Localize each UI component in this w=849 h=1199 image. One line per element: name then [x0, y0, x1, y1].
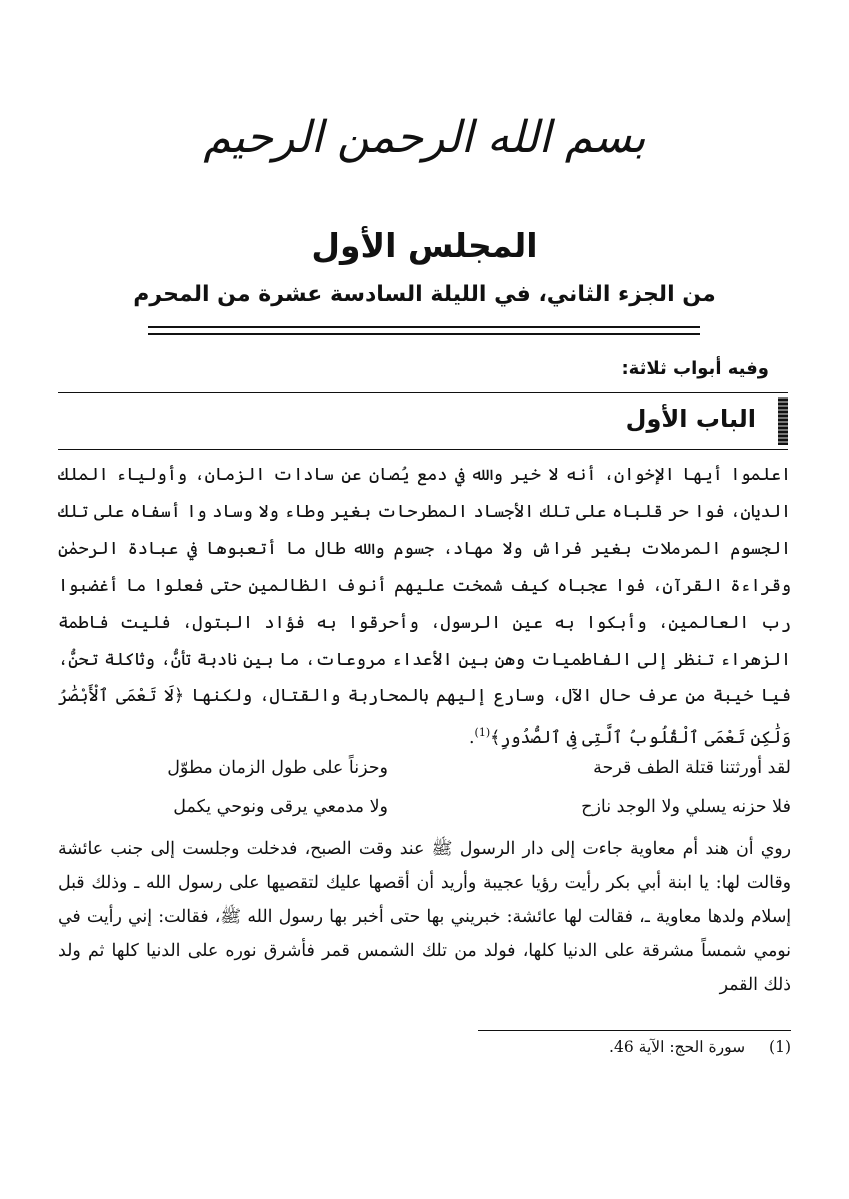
paragraph-1: [58, 457, 791, 757]
verse-2-second-hemistich: ولا مدمعي يرقى ونوحي يكمل: [173, 797, 388, 817]
page-subtitle: من الجزء الثاني، في الليلة السادسة عشرة من المحرم: [133, 282, 716, 307]
footnote-reference: (1): [474, 726, 491, 740]
basmala-calligraphy: بسم الله الرحمن الرحيم: [203, 112, 646, 163]
section-marker-bar: [778, 397, 788, 445]
footnote-divider: [478, 1030, 791, 1031]
footnote-marker: (1): [769, 1038, 791, 1056]
paragraph-2: روي أن هند أم معاوية جاءت إلى دار الرسول ﷺ عند وقت الصبح، فدخلت وجلست إلى جنب عائشة وقالت لها: يا ابنة أبي بكر رأيت رؤيا عجيبة وأريد أن أقصها عليك لتقصيها على رسول الله ـ وذلك قبل إسلام ولدها معاوية ـ، فقالت لها عائشة: خبريني بها حتى أخبر بها رسول الله ﷺ، فقالت: إني رأيت في نومي شمساً مشرقة على الدنيا كلها، فولد من تلك الشمس قمر فأشرق نوره على الدنيا كلها ثم ولد ذلك القمر: [58, 839, 791, 995]
section-header-box: [58, 392, 788, 450]
section-title: الباب الأول: [625, 405, 756, 433]
page-title: المجلس الأول: [311, 226, 538, 265]
intro-text: وفيه أبواب ثلاثة:: [621, 358, 769, 379]
verse-1-first-hemistich: لقد أورثتنا قتلة الطف قرحة: [593, 758, 791, 778]
paragraph-1-text: اعلموا أيها الإخوان، أنه لا خير والله في دمع يُصان عن سادات الزمان، وأولياء الملك الديان، فوا حر قلباه على تلك الأجساد المطرحات بغير وطاء ولا وساد وا أسفاه على تلك الجسوم المرملات بغير فراش ولا مهاد، جسوم والله طال ما أتعبوها في عبادة الرحمٰن وقراءة القرآن، فوا عجباه كيف شمخت عليهم أنوف الظالمين حتى فعلوا ما أغضبوا رب العالمين، وأبكوا به عين الرسول، وأحرقوا به فؤاد البتول، فليت فاطمة الزهراء تنظر إلى الفاطميات وهن بين الأعداء مروعات، ما بين نادبة تأنُّ، وثاكلة تحنُّ، فيا خيبة من عرف حال الآل، وسارع إليهم بالمحاربة والقتال، ولكنها ﴿لَا تَعْمَى ٱلْأَبْصَٰرُ وَلَٰكِن تَعْمَى ٱلْقُلُوبُ ٱلَّتِى فِى ٱلصُّدُورِ﴾: [58, 465, 791, 749]
footnote: [609, 1038, 791, 1056]
title-divider-top: [148, 326, 700, 328]
verse-2-first-hemistich: فلا حزنه يسلي ولا الوجد نازح: [581, 797, 791, 817]
title-divider-bottom: [148, 333, 700, 335]
verse-1-second-hemistich: وحزناً على طول الزمان مطوّل: [167, 758, 388, 778]
footnote-text: سورة الحج: الآية 46.: [609, 1038, 746, 1056]
paragraph-1-end: .: [469, 728, 475, 749]
